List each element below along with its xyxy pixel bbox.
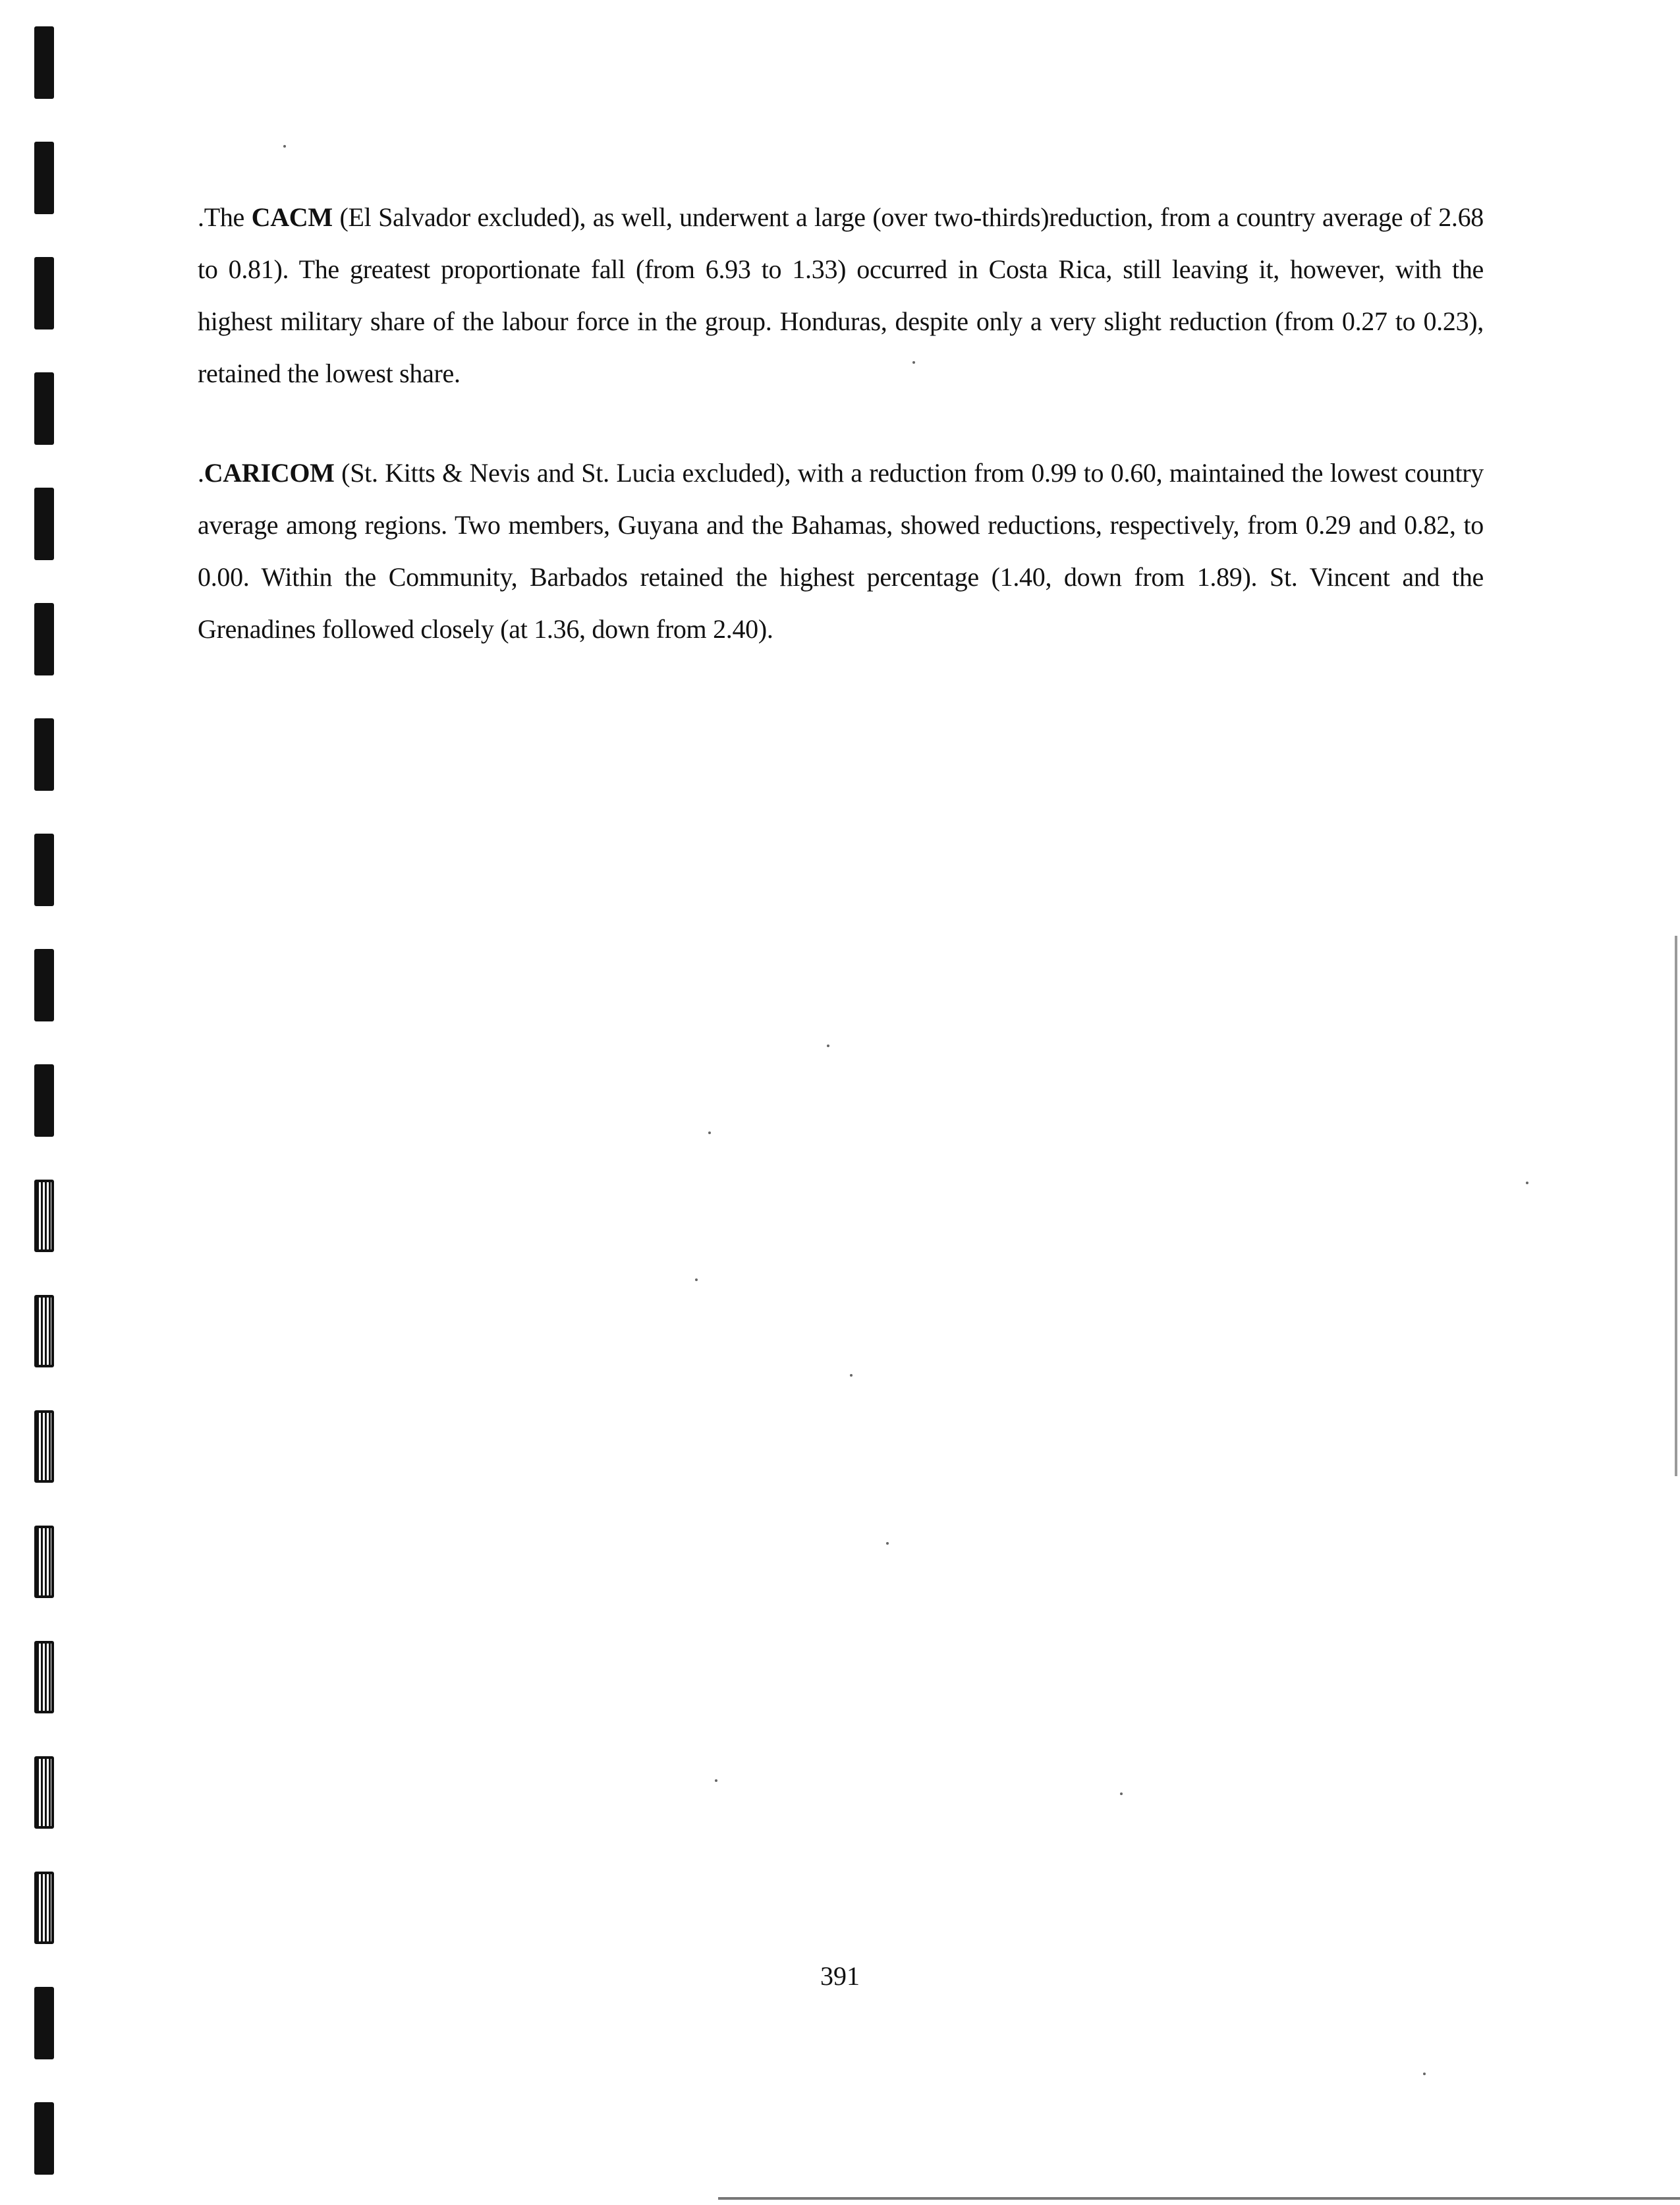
paragraph-text: (St. Kitts & Nevis and St. Lucia excluded), with a reduction from 0.99 to 0.60, maintained the lowest country average among regions. Two members, Guyana and the Bahamas, showed reductions, respectively, from 0.29 and 0.82, to 0.00. Within the Community, Barbados retained the highest percentage (1.40, down from 1.89). St. Vincent and the Grenadines followed closely (at 1.36, down from 2.40).: [198, 458, 1484, 644]
binder-mark: [34, 372, 54, 445]
paragraph-lead: .The: [198, 202, 252, 232]
scan-speck: [1120, 1792, 1123, 1795]
scan-speck: [708, 1131, 711, 1134]
scan-page-edge: [1675, 936, 1677, 1476]
binder-mark: [34, 1872, 54, 1944]
binder-hole-strip: [0, 0, 79, 2205]
binder-mark: [34, 1410, 54, 1483]
binder-mark: [34, 1526, 54, 1598]
paragraph-text: (El Salvador excluded), as well, underwent a large (over two-thirds)reduction, from a country average of 2.68 to 0.81). The greatest proportionate fall (from 6.93 to 1.33) occurred in Costa Rica, still leaving it, however, with the highest military share of the labour force in the group. Honduras, despite only a very slight reduction (from 0.27 to 0.23), retained the lowest share.: [198, 202, 1484, 388]
binder-mark: [34, 718, 54, 791]
binder-mark: [34, 2102, 54, 2175]
binder-mark: [34, 26, 54, 99]
scan-page-edge: [718, 2197, 1680, 2200]
page-number: 391: [820, 1961, 860, 1991]
scan-speck: [695, 1278, 698, 1281]
binder-mark: [34, 1180, 54, 1252]
page-body: [198, 191, 1484, 702]
binder-mark: [34, 142, 54, 214]
region-term: CACM: [251, 202, 333, 232]
binder-mark: [34, 1064, 54, 1137]
scan-speck: [912, 361, 915, 364]
binder-mark: [34, 1641, 54, 1713]
binder-mark: [34, 949, 54, 1021]
scan-speck: [283, 145, 286, 148]
scan-speck: [886, 1542, 889, 1545]
binder-mark: [34, 1987, 54, 2059]
scan-speck: [715, 1779, 717, 1782]
paragraph-caricom: [198, 447, 1484, 655]
binder-mark: [34, 1295, 54, 1367]
paragraph-lead: .: [198, 458, 204, 488]
binder-mark: [34, 488, 54, 560]
binder-mark: [34, 603, 54, 675]
scan-speck: [850, 1374, 853, 1377]
scan-speck: [827, 1045, 829, 1047]
scan-speck: [1526, 1182, 1528, 1184]
binder-mark: [34, 257, 54, 329]
binder-mark: [34, 834, 54, 906]
binder-mark: [34, 1756, 54, 1829]
region-term: CARICOM: [204, 458, 335, 488]
scan-speck: [1423, 2073, 1426, 2075]
paragraph-cacm: [198, 191, 1484, 399]
